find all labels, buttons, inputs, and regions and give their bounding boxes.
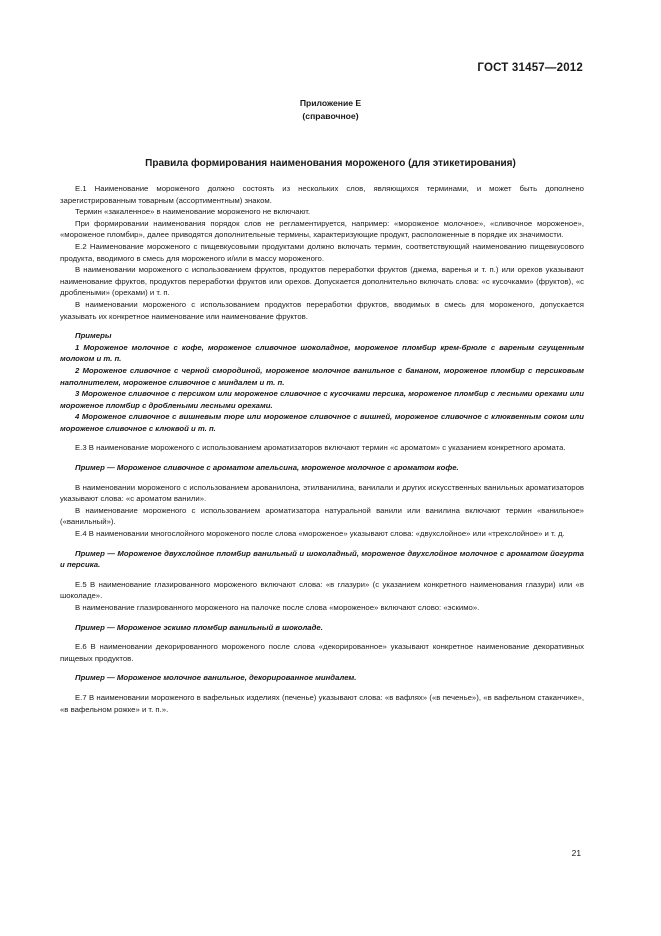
paragraph-e7: Е.7 В наименовании мороженого в вафельных изделиях (печенье) указывают слова: «в вафлях» («в печенье»), «в вафельном стаканчике», «в вафельном рожке» и т. п.». — [60, 692, 584, 714]
paragraph-e4: Е.4 В наименовании многослойного мороженого после слова «мороженое» указывают слова: «двухслойное» или «трехслойное» и т. д. — [75, 529, 565, 539]
paragraph-e3-artificial: В наименовании мороженого с использованием арованилона, этилванилина, ванилали и других искусственных ванильных ароматизаторов указывают слова: «с ароматом ванили». — [60, 482, 584, 504]
example-e3: Пример — Мороженое сливочное с ароматом апельсина, мороженое молочное с ароматом кофе. — [75, 463, 459, 473]
example-item-2: 2 Мороженое сливочное с черной смородиной, мороженое молочное ванильное с бананом, мороженое пломбир с персиковым наполнителем, мороженое сливочное с миндалем и т. п. — [60, 365, 584, 387]
example-item-3: 3 Мороженое сливочное с персиком или мороженое сливочное с кусочками персика, мороженое пломбир с лесными орехами или мороженое пломбир с дроблеными лесными орехами. — [60, 389, 584, 410]
standard-number: ГОСТ 31457—2012 — [477, 62, 583, 74]
paragraph-e3-natural: В наименование мороженого с использованием ароматизатора натуральной ванили или ванилина включают термин «ванильное» («ванильный»). — [60, 505, 584, 527]
paragraph-e2: Е.2 Наименование мороженого с пищевкусовыми продуктами должно включать термин, соответствующий наименованию пищевкусового продукта, вводимого в смесь для мороженого и/или в массу мороженого. — [60, 241, 584, 263]
annex-heading — [0, 97, 661, 123]
page-title: Правила формирования наименования мороженого (для этикетирования) — [145, 158, 516, 169]
example-item-1: 1 Мороженое молочное с кофе, мороженое сливочное шоколадное, мороженое пломбир крем-брюле с вареным сгущенным молоком и т. п. — [60, 342, 584, 364]
paragraph-e2-fruits: В наименовании мороженого с использованием фруктов, продуктов переработки фруктов (джема, варенья и т. п.) или орехов указывают наименование фруктов, продуктов переработки фруктов или орехов. Допускается дополнительно включать слова: «с кусочками» (фруктов), «с дроблеными» (орехами) и т. п. — [60, 265, 584, 298]
annex-type: (справочное) — [302, 111, 359, 121]
document-body — [60, 183, 584, 715]
paragraph-e2-processed: В наименовании мороженого с использованием продуктов переработки фруктов, вводимых в смесь для мороженого, допускается указывать их конкретное наименование или наименование фруктов. — [60, 299, 584, 321]
paragraph-e1-order: При формировании наименования порядок слов не регламентируется, например: «мороженое молочное», «сливочное мороженое», «мороженое пломбир», далее приводятся дополнительные термины, характеризующие продукт, расположенные в порядке их значимости. — [60, 218, 584, 240]
annex-title: Приложение Е — [299, 98, 362, 108]
paragraph-e3: Е.3 В наименование мороженого с использованием ароматизаторов включают термин «с ароматом» с указанием конкретного аромата. — [75, 443, 566, 453]
paragraph-e6: Е.6 В наименовании декорированного мороженого после слова «декорированное» указывают конкретное наименование декоративных пищевых продуктов. — [60, 642, 584, 663]
example-item-4: 4 Мороженое сливочное с вишневым пюре или мороженое сливочное с вишней, мороженое сливочное с клюквенным соком или мороженое сливочное с клюквой и т. п. — [60, 412, 584, 433]
examples-heading: Примеры — [75, 331, 112, 341]
paragraph-e5: Е.5 В наименование глазированного мороженого включают слова: «в глазури» (с указанием конкретного наименования глазури) или «в шоколаде». — [60, 579, 584, 601]
example-e6: Пример — Мороженое молочное ванильное, декорированное миндалем. — [75, 673, 357, 683]
paragraph-e1: Е.1 Наименование мороженого должно состоять из нескольких слов, являющихся терминами, и может быть дополнено зарегистрированным товарным (ассортиментным) знаком. — [60, 184, 584, 205]
paragraph-e1-term: Термин «закаленное» в наименование мороженого не включают. — [75, 207, 311, 217]
page-number: 21 — [571, 848, 581, 858]
paragraph-e5-eskimo: В наименование глазированного мороженого на палочке после слова «мороженое» включают слово: «эскимо». — [75, 603, 480, 612]
example-e5: Пример — Мороженое эскимо пломбир ванильный в шоколаде. — [75, 622, 323, 632]
example-e4: Пример — Мороженое двухслойное пломбир ванильный и шоколадный, мороженое двухслойное молочное с ароматом йогурта и персика. — [60, 548, 584, 570]
